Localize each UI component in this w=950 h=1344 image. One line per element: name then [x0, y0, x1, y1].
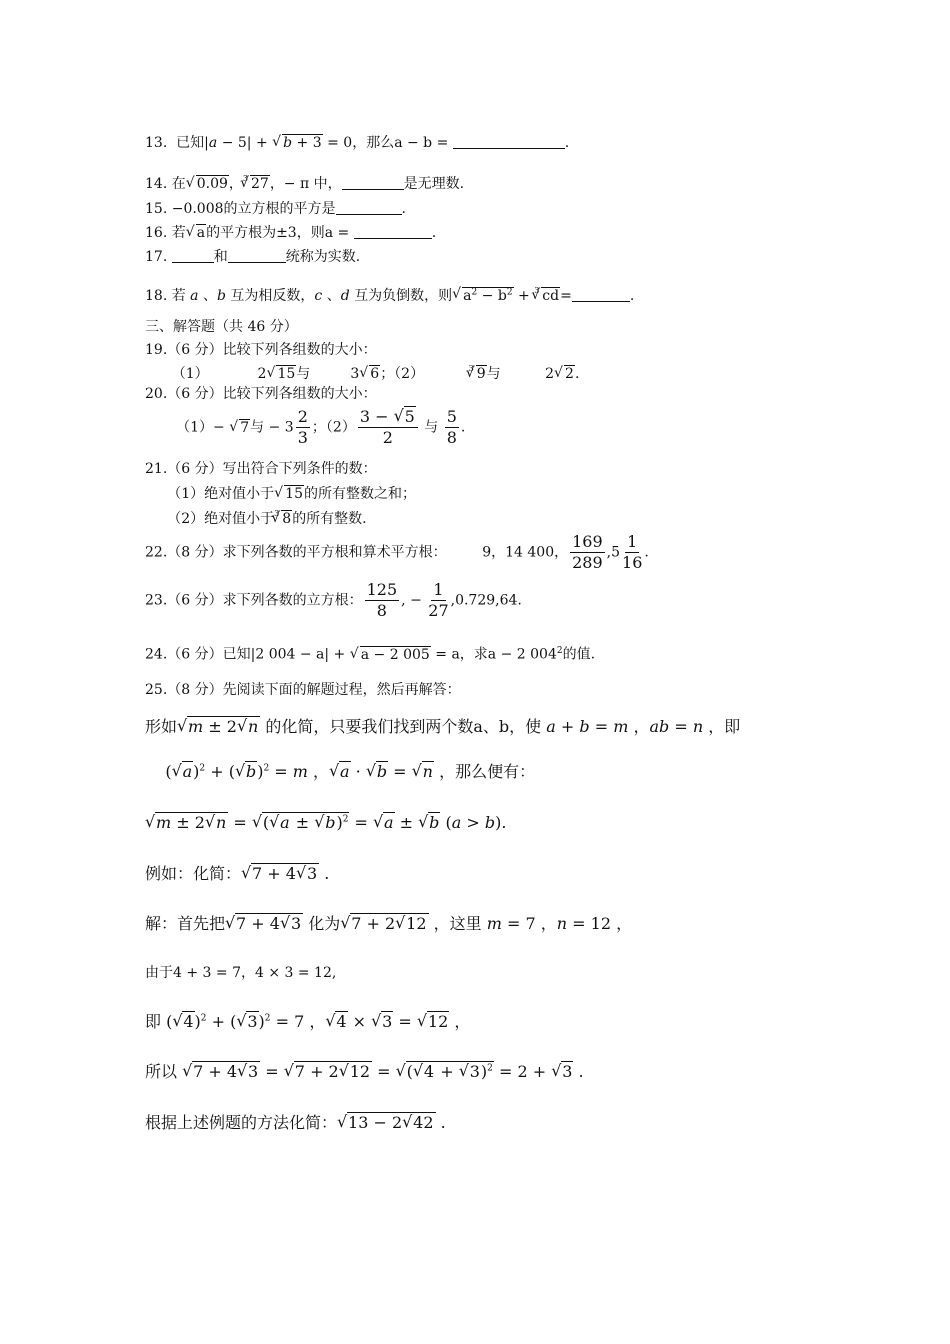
question-13: 13. 已知|a − 5| + √ b + 3 = 0，那么a − b = .	[145, 134, 569, 150]
question-23: 23.（6 分）求下列各数的立方根： $\frac{125}{8}$ , − $\frac{1}{27}$ ,0.729,64.	[145, 580, 522, 620]
example-line: 例如：化简：√ 7 + 4√ 3 .	[145, 866, 329, 882]
question-24: 24.（6 分）已知|2 004 − a| + √ a − 2 005 = a，求a − 2 $004^2$的值.	[145, 647, 595, 662]
reading-line-1: 形如√ m ± 2√ n 的化简，只要我们找到两个数a、b，使 a + b = m ，ab = n ，即	[145, 719, 740, 735]
question-19: 19.（6 分）比较下列各组数的大小：	[145, 342, 377, 358]
solution-line-4: 所以 √ 7 + 4√ 3 = √ 7 + 2√ 12 = √ (√ 4 + √ 3)$^2$ = 2 + √ 3 .	[145, 1064, 584, 1080]
final-task: 根据上述例题的方法化简：√ 13 − 2√ 42 .	[145, 1115, 446, 1131]
reading-line-2: (√ a)$^2$ + (√ b)$^2$ = m ，√ a · √ b = √ n ，那么便有：	[145, 764, 535, 780]
question-21-item-2: （2）绝对值小于$^3$√ 8的所有整数.	[145, 510, 367, 526]
question-16: 16. 若√ a的平方根为±3，则a = .	[145, 224, 436, 240]
solution-line-3: 即 (√ 4)$^2$ + (√ 3)$^2$ = 7 ，√ 4 × √ 3 = √ 12 ，	[145, 1014, 470, 1030]
question-15: 15. −0.008的立方根的平方是 .	[145, 201, 406, 217]
solution-line-2: 由于4 + 3 = 7，4 × 3 = 12,	[145, 965, 337, 981]
question-25: 25.（8 分）先阅读下面的解题过程，然后再解答：	[145, 682, 461, 698]
question-18: 18. 若 a 、b 互为相反数，c 、d 互为负倒数，则√ $a^2 - b^2 + ^3√$ cd= .	[145, 287, 634, 303]
question-21-item-1: （1）绝对值小于√ 15的所有整数之和；	[145, 487, 416, 501]
question-20-items: （1）− √ 7与 − 3 $\frac{2}{3}$ ；（2） $\frac{3 - √ 5}{2}$ 与 $\frac{5}{8}$ .	[145, 407, 465, 448]
question-17: 17. 和 统称为实数.	[145, 249, 361, 265]
question-19-items: （1） 2√ 15与 3√ 6；（2） $^3$√ 9与 2√ 2.	[145, 365, 579, 381]
question-20: 20.（6 分）比较下列各组数的大小：	[145, 386, 377, 402]
question-21: 21.（6 分）写出符合下列条件的数：	[145, 461, 377, 477]
solution-line-1: 解：首先把√ 7 + 4√ 3 化为√ 7 + 2√ 12 ，这里 m = 7 ，n = 12 ，	[145, 916, 632, 932]
reading-line-3: √ m ± 2√ n = √ (√ a ± √ b)$^2$ = √ a ± √ b (a > b).	[145, 815, 506, 831]
section-3-heading: 三、解答题（共 46 分）	[145, 319, 298, 335]
question-14: 14. 在√ 0.09，$^3$√ 27，− π 中， 是无理数.	[145, 175, 464, 191]
question-22: 22.（8 分）求下列各数的平方根和算术平方根： 9，14 400， $\frac{169}{289}$ ,5 $\frac{1}{16}$ .	[145, 532, 649, 572]
